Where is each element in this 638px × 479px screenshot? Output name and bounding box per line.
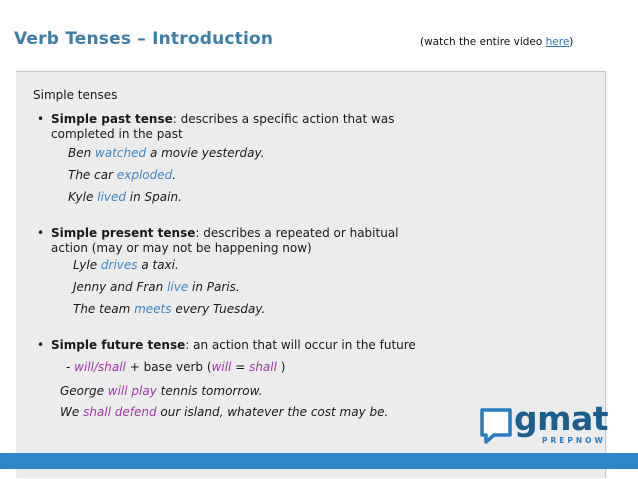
past-definition-line2: completed in the past [51,127,183,141]
present-definition-line2: action (may or may not be happening now) [51,241,312,255]
rule-shall: shall [249,360,277,374]
rule-text: ) [276,360,286,374]
future-desc: : an action that will occur in the future [185,338,416,352]
present-term: Simple present tense [51,226,196,240]
watch-prefix: (watch the entire video [420,36,546,48]
future-rule [66,360,285,375]
example-verb: meets [134,302,172,316]
example-text: every Tuesday. [171,302,266,316]
example-verb: watched [95,146,147,160]
bullet-dot-present: • [37,226,45,240]
example-sentence [73,258,179,272]
example-verb: exploded [116,168,173,182]
example-text: . [172,168,177,182]
rule-will-shall: will/shall [74,360,126,374]
example-verb: lived [97,190,126,204]
rule-dash: - [66,360,75,374]
example-sentence [73,280,240,294]
example-text: Jenny and Fran [73,280,168,294]
watch-video-note [420,36,573,48]
example-verb: shall defend [83,405,157,419]
past-definition-line1 [51,112,394,127]
logo-wordmark: gmat [514,399,609,438]
example-sentence [73,302,265,316]
example-text: Ben [68,146,96,160]
present-desc1: : describes a repeated or habitual [195,226,399,240]
example-text: a movie yesterday. [146,146,265,160]
example-verb: drives [100,258,138,272]
rule-will: will [211,360,232,374]
page-title: Verb Tenses – Introduction [14,29,274,49]
watch-suffix: ) [569,36,574,48]
gmat-prepnow-logo [480,399,630,448]
logo-subtitle: PREPNOW [542,436,606,445]
example-sentence [68,168,176,182]
example-text: George [60,384,108,398]
example-text: The team [73,302,135,316]
example-verb: will play [107,384,157,398]
section-heading: Simple tenses [33,88,118,102]
footer-bar [0,453,638,469]
example-text: a taxi. [137,258,179,272]
example-text: Kyle [68,190,98,204]
example-sentence [60,405,388,419]
example-text: in Paris. [188,280,240,294]
future-definition [51,338,416,353]
rule-text: + base verb ( [125,360,212,374]
watch-video-link[interactable]: here [545,36,570,48]
example-text: The car [68,168,117,182]
rule-text: = [231,360,250,374]
example-text: in Spain. [125,190,182,204]
present-definition-line1 [51,226,399,241]
future-term: Simple future tense [51,338,186,352]
example-text: tennis tomorrow. [156,384,263,398]
example-sentence [60,384,263,398]
bullet-dot-future: • [37,338,45,352]
example-text: We [60,405,84,419]
past-term: Simple past tense [51,112,173,126]
bullet-dot-past: • [37,112,45,126]
example-text: our island, whatever the cost may be. [156,405,389,419]
example-text: Lyle [73,258,101,272]
speech-bubble-icon [480,408,512,444]
past-desc1: : describes a specific action that was [172,112,395,126]
example-sentence [68,190,182,204]
example-verb: live [167,280,189,294]
example-sentence [68,146,264,160]
